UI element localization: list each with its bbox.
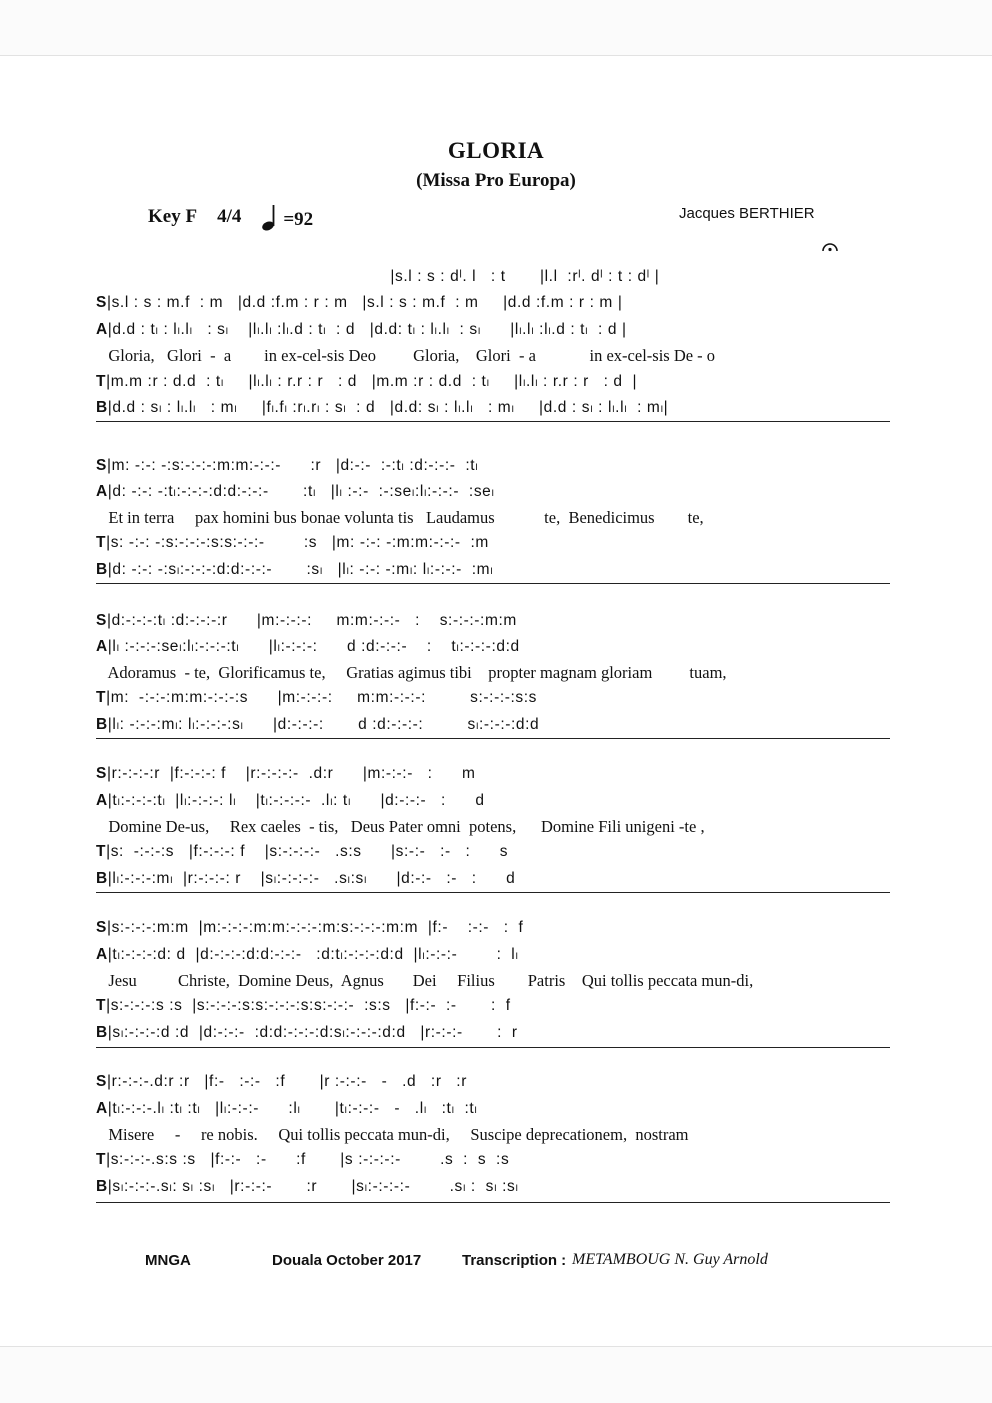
solfa-notation: |s:-:-:-:s :s |s:-:-:-:s:s:-:-:-:s:s:-:-:- :s:s |f:-:- :- : f — [106, 997, 511, 1014]
lyrics-line — [96, 817, 705, 837]
voice-b-line — [96, 398, 668, 418]
solfa-notation: |tₗ:-:-:-:tₗ |lₗ:-:-:-: lₗ |tₗ:-:-:-:- .lₗ: tₗ |d:-:-:- : d — [107, 792, 485, 809]
voice-t-line — [96, 372, 637, 392]
voice-label: B — [96, 716, 108, 733]
solfa-notation: |r:-:-:-:r |f:-:-:-: f |r:-:-:-:- .d:r |m:-:-:- : m — [106, 765, 476, 782]
lyrics-text: Misere - re nobis. Qui tollis peccata mun-di, Suscipe deprecationem, nostram — [96, 1125, 689, 1144]
voice-label: T — [96, 689, 107, 706]
voice-b-line — [96, 1023, 518, 1043]
footer-code: MNGA — [145, 1252, 191, 1269]
solfa-notation: |s.l : s : m.f : m |d.d :f.m : r : m |s.l : s : m.f : m |d.d :f.m : r : m | — [106, 294, 623, 311]
lyrics-text: Et in terra pax homini bus bonae volunta tis Laudamus te, Benedicimus te, — [96, 508, 704, 527]
lyrics-line — [96, 663, 727, 683]
voice-label: A — [96, 638, 108, 655]
voice-label: S — [96, 765, 107, 782]
voice-label: T — [96, 534, 107, 551]
tempo-marking — [261, 203, 313, 231]
voice-label: B — [96, 870, 108, 887]
system-divider — [96, 421, 890, 422]
voice-label: A — [96, 946, 108, 963]
system-divider — [96, 1047, 890, 1048]
voice-label: S — [96, 612, 107, 629]
lyrics-text: Adoramus - te, Glorificamus te, Gratias agimus tibi propter magnam gloriam tuam, — [96, 663, 727, 682]
voice-label: S — [96, 919, 107, 936]
voice-label: S — [96, 1073, 107, 1090]
voice-label: S — [96, 294, 107, 311]
solfa-notation: |d.d : tₗ : lₗ.lₗ : sₗ |lₗ.lₗ :lₗ.d : tₗ : d |d.d: tₗ : lₗ.lₗ : sₗ |lₗ.lₗ :lₗ.d : tₗ : d | — [107, 321, 627, 338]
system-divider — [96, 892, 890, 893]
lyrics-line — [96, 971, 753, 991]
voice-s-line — [96, 456, 478, 476]
voice-a-line — [96, 1099, 477, 1119]
solfa-notation: |r:-:-:-.d:r :r |f:- :-:- :f |r :-:-:- - .d :r :r — [106, 1073, 467, 1090]
lyrics-line — [96, 508, 704, 528]
footer-transcription-label: Transcription : — [462, 1252, 567, 1269]
lyrics-line — [96, 346, 715, 366]
upper-voice-line — [96, 268, 659, 288]
solfa-notation: |d: -:-: -:sₗ:-:-:-:d:d:-:-:- :sₗ |lₗ: -:-: -:mₗ: lₗ:-:-:- :mₗ — [107, 561, 494, 578]
voice-b-line — [96, 869, 515, 889]
voice-label: B — [96, 561, 108, 578]
tempo-value: =92 — [283, 209, 314, 230]
voice-t-line — [96, 1151, 509, 1171]
solfa-notation: |tₗ:-:-:-:d: d |d:-:-:-:d:d:-:-:- :d:tₗ:-:-:-:d:d |lₗ:-:-:- : lₗ — [107, 946, 519, 963]
key-label: Key F — [148, 206, 198, 227]
voice-label: T — [96, 843, 107, 860]
voice-b-line — [96, 1177, 519, 1197]
footer-place-date: Douala October 2017 — [272, 1252, 422, 1269]
voice-a-line — [96, 482, 495, 502]
voice-s-line — [96, 1073, 467, 1093]
voice-label: A — [96, 321, 108, 338]
composer-name: Jacques BERTHIER — [679, 205, 815, 222]
voice-s-line — [96, 611, 517, 631]
voice-t-line — [96, 843, 508, 863]
voice-s-line — [96, 765, 476, 785]
voice-label: A — [96, 1100, 108, 1117]
voice-s-line — [96, 919, 523, 939]
fermata-icon — [822, 240, 838, 252]
voice-label: T — [96, 1151, 107, 1168]
meter-label: 4/4 — [217, 206, 242, 227]
voice-label: B — [96, 1024, 108, 1041]
system-divider — [96, 583, 890, 584]
voice-label: A — [96, 792, 108, 809]
solfa-notation: |m: -:-:-:m:m:-:-:-:s |m:-:-:-: m:m:-:-:-: s:-:-:-:s:s — [106, 689, 538, 706]
voice-t-line — [96, 997, 511, 1017]
solfa-notation: |sₗ:-:-:-.sₗ: sₗ :sₗ |r:-:-:- :r |sₗ:-:-:-:- .sₗ : sₗ :sₗ — [107, 1178, 519, 1195]
solfa-notation: |m.m :r : d.d : tₗ |lₗ.lₗ : r.r : r : d |m.m :r : d.d : tₗ |lₗ.lₗ : r.r : r : d | — [106, 373, 638, 390]
lyrics-text: Jesu Christe, Domine Deus, Agnus Dei Filius Patris Qui tollis peccata mun-di, — [96, 971, 754, 990]
solfa-notation: |lₗ: -:-:-:mₗ: lₗ:-:-:-:sₗ |d:-:-:-: d :d:-:-:-: sₗ:-:-:-:d:d — [107, 716, 540, 733]
page-subtitle: (Missa Pro Europa) — [416, 170, 576, 191]
solfa-notation: |s:-:-:-.s:s :s |f:-:- :- :f |s :-:-:-:- .s : s :s — [106, 1151, 510, 1168]
voice-a-line — [96, 637, 520, 657]
voice-label: T — [96, 997, 107, 1014]
page-title: GLORIA — [447, 138, 545, 163]
voice-label: B — [96, 399, 108, 416]
solfa-notation: |tₗ:-:-:-.lₗ :tₗ :tₗ |lₗ:-:-:- :lₗ |tₗ:-:-:- - .lₗ :tₗ :tₗ — [107, 1100, 478, 1117]
system-divider — [96, 738, 890, 739]
solfa-notation: |d:-:-:-:tₗ :d:-:-:-:r |m:-:-:-: m:m:-:-:- : s:-:-:-:m:m — [106, 612, 517, 629]
solfa-notation: |s.l : s : dˡ. l : t |l.l :rˡ. dˡ : t : dˡ | — [96, 268, 660, 285]
system-divider — [96, 1202, 890, 1203]
voice-s-line — [96, 294, 622, 314]
lyrics-text: Gloria, Glori - a in ex-cel-sis Deo Gloria, Glori - a in ex-cel-sis De - o — [96, 346, 716, 365]
voice-label: S — [96, 457, 107, 474]
footer-transcriber: METAMBOUG N. Guy Arnold — [572, 1251, 768, 1268]
voice-b-line — [96, 560, 493, 580]
lyrics-text: Domine De-us, Rex caeles - tis, Deus Pater omni potens, Domine Fili unigeni -te , — [96, 817, 705, 836]
solfa-notation: |s: -:-: -:s:-:-:-:s:s:-:-:- :s |m: -:-: -:m:m:-:-:- :m — [106, 534, 489, 551]
solfa-notation: |lₗ:-:-:-:mₗ |r:-:-:-: r |sₗ:-:-:-:- .sₗ:sₗ |d:-:- :- : d — [107, 870, 516, 887]
voice-label: B — [96, 1178, 108, 1195]
key-meter-tempo — [148, 203, 313, 231]
voice-t-line — [96, 534, 489, 554]
solfa-notation: |m: -:-: -:s:-:-:-:m:m:-:-:- :r |d:-:- :-:tₗ :d:-:-:- :tₗ — [106, 457, 479, 474]
solfa-notation: |sₗ:-:-:-:d :d |d:-:-:- :d:d:-:-:-:d:sₗ:-:-:-:d:d |r:-:-:- : r — [107, 1024, 518, 1041]
solfa-notation: |d: -:-: -:tₗ:-:-:-:d:d:-:-:- :tₗ |lₗ :-:- :-:seₗ:lₗ:-:-:- :seₗ — [107, 483, 495, 500]
voice-label: T — [96, 373, 107, 390]
solfa-notation: |s:-:-:-:m:m |m:-:-:-:m:m:-:-:-:m:s:-:-:-:m:m |f:- :-:- : f — [106, 919, 524, 936]
voice-label: A — [96, 483, 108, 500]
solfa-notation: |lₗ :-:-:-:seₗ:lₗ:-:-:-:tₗ |lₗ:-:-:-: d :d:-:-:- : tₗ:-:-:-:d:d — [107, 638, 520, 655]
quarter-note-icon — [261, 203, 283, 231]
voice-a-line — [96, 320, 627, 340]
voice-b-line — [96, 715, 539, 735]
lyrics-line — [96, 1125, 689, 1145]
voice-t-line — [96, 689, 537, 709]
solfa-notation: |s: -:-:-:s |f:-:-:-: f |s:-:-:-:- .s:s |s:-:- :- : s — [106, 843, 509, 860]
solfa-notation: |d.d : sₗ : lₗ.lₗ : mₗ |fₗ.fₗ :rₗ.rₗ : sₗ : d |d.d: sₗ : lₗ.lₗ : mₗ |d.d : sₗ : lₗ.lₗ : mₗ| — [107, 399, 669, 416]
voice-a-line — [96, 791, 485, 811]
voice-a-line — [96, 945, 519, 965]
